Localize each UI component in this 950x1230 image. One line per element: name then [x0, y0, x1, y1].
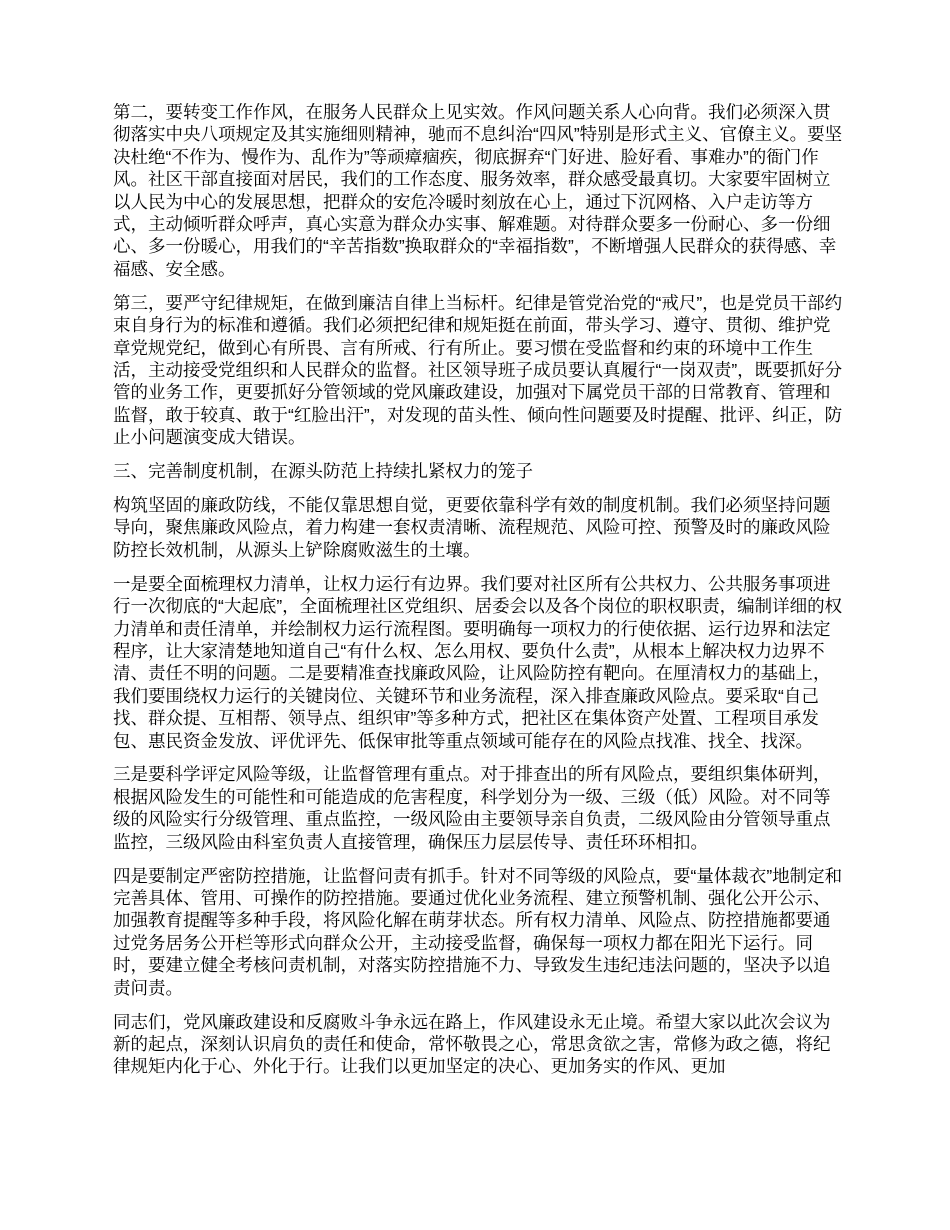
paragraph-closing: 同志们，党风廉政建设和反腐败斗争永远在路上，作风建设永无止境。希望大家以此次会议为新的起点，深刻认识肩负的责任和使命，常怀敬畏之心，常思贪欲之害，常修为政之德，将纪律规矩内化于心、外化于行。让我们以更加坚定的决心、更加务实的作风、更加: [113, 1011, 831, 1077]
paragraph-control-measures: 四是要制定严密防控措施，让监督问责有抓手。针对不同等级的风险点，要“量体裁衣”地制定和完善具体、管用、可操作的防控措施。要通过优化业务流程、建立预警机制、强化公开公示、加强教育提醒等多种手段，将风险化解在萌芽状态。所有权力清单、风险点、防控措施都要通过党务居务公开栏等形式向群众公开，主动接受监督，确保每一项权力都在阳光下运行。同时，要建立健全考核问责机制，对落实防控措施不力、导致发生违纪违法问题的，坚决予以追责问责。: [113, 865, 843, 998]
document-content: [113, 101, 845, 1089]
paragraph-discipline: 第三，要严守纪律规矩，在做到廉洁自律上当标杆。纪律是管党治党的“戒尺”，也是党员干部约束自身行为的标准和遵循。我们必须把纪律和规矩挺在前面，带头学习、遵守、贯彻、维护党章党规党纪，做到心有所畏、言有所戒、行有所止。要习惯在受监督和约束的环境中工作生活，主动接受党组织和人民群众的监督。社区领导班子成员要认真履行“一岗双责”，既要抓好分管的业务工作，更要抓好分管领域的党风廉政建设，加强对下属党员干部的日常教育、管理和监督，敢于较真、敢于“红脸出汗”，对发现的苗头性、倾向性问题要及时提醒、批评、纠正，防止小问题演变成大错误。: [113, 292, 843, 448]
paragraph-work-style: 第二，要转变工作作风，在服务人民群众上见实效。作风问题关系人心向背。我们必须深入贯彻落实中央八项规定及其实施细则精神，驰而不息纠治“四风”特别是形式主义、官僚主义。要坚决杜绝“不作为、慢作为、乱作为”等顽瘴痼疾，彻底摒弃“门好进、脸好看、事难办”的衙门作风。社区干部直接面对居民，我们的工作态度、服务效率，群众感受最真切。大家要牢固树立以人民为中心的发展思想，把群众的安危冷暖时刻放在心上，通过下沉网格、入户走访等方式，主动倾听群众呼声，真心实意为群众办实事、解难题。对待群众要多一份耐心、多一份细心、多一份暖心，用我们的“辛苦指数”换取群众的“幸福指数”，不断增强人民群众的获得感、幸福感、安全感。: [113, 102, 843, 279]
paragraph-risk-grading: 三是要科学评定风险等级，让监督管理有重点。对于排查出的所有风险点，要组织集体研判，根据风险发生的可能性和可能造成的危害程度，科学划分为一级、三级（低）风险。对不同等级的风险实行分级管理、重点监控，一级风险由主要领导亲自负责，二级风险由分管领导重点监控，三级风险由科室负责人直接管理，确保压力层层传导、责任环环相扣。: [113, 764, 831, 852]
paragraph-mechanism-intro: 构筑坚固的廉政防线，不能仅靠思想自觉，更要依靠科学有效的制度机制。我们必须坚持问题导向，聚焦廉政风险点，着力构建一套权责清晰、流程规范、风险可控、预警及时的廉政风险防控长效机制，从源头上铲除腐败滋生的土壤。: [113, 495, 831, 560]
section-heading-institutional-mechanism: 三、完善制度机制，在源头防范上持续扎紧权力的笼子: [113, 461, 533, 482]
paragraph-power-list-and-risk-finding: 一是要全面梳理权力清单，让权力运行有边界。我们要对社区所有公共权力、公共服务事项进行一次彻底的“大起底”，全面梳理社区党组织、居委会以及各个岗位的职权职责，编制详细的权力清单和责任清单，并绘制权力运行流程图。要明确每一项权力的行使依据、运行边界和法定程序，让大家清楚地知道自己“有什么权、怎么用权、要负什么责”，从根本上解决权力边界不清、责任不明的问题。二是要精准查找廉政风险，让风险防控有靶向。在厘清权力的基础上，我们要围绕权力运行的关键岗位、关键环节和业务流程，深入排查廉政风险点。要采取“自己找、群众提、互相帮、领导点、组织审”等多种方式，把社区在集体资产处置、工程项目承发包、惠民资金发放、评优评先、低保审批等重点领域可能存在的风险点找准、找全、找深。: [113, 573, 843, 751]
